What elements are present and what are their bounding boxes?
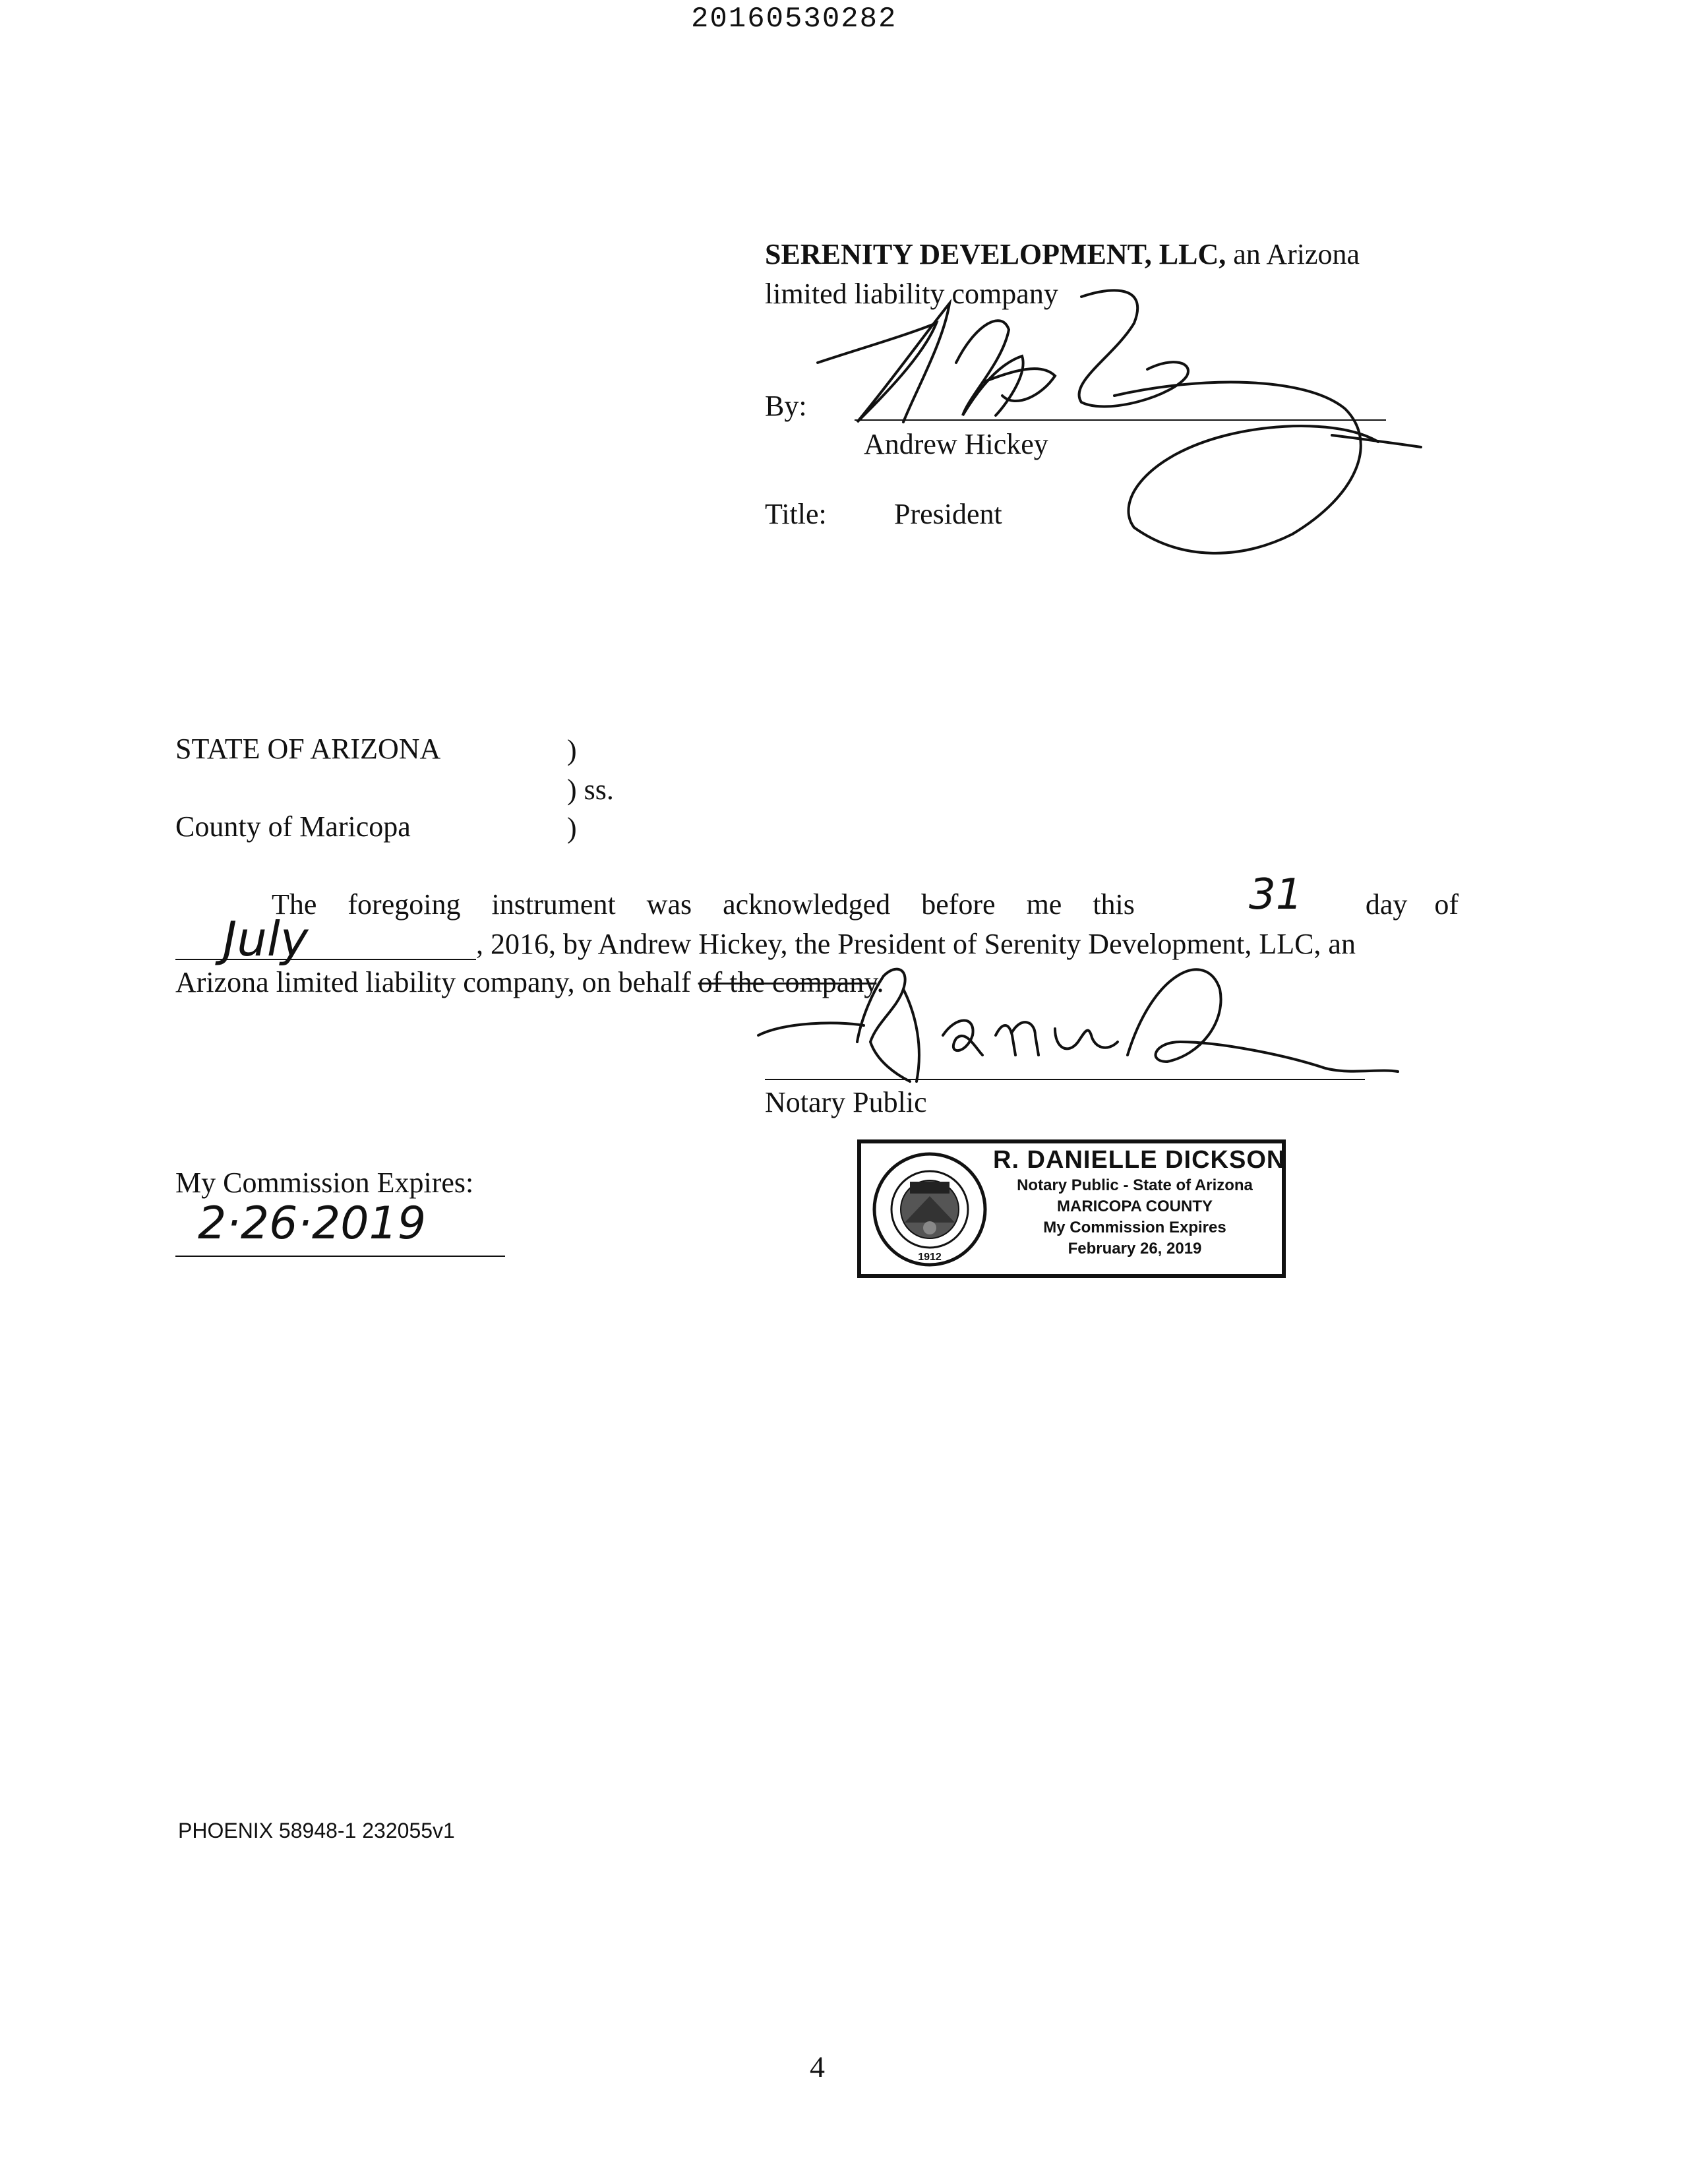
commission-handwritten-date: 2·26·2019 <box>198 1198 427 1250</box>
ack-line3-end: . <box>876 966 884 998</box>
company-line <box>765 236 1360 272</box>
ack-line1-end: day of <box>1365 888 1459 921</box>
stamp-name: R. DANIELLE DICKSON <box>993 1146 1286 1174</box>
venue-state: STATE OF ARIZONA <box>175 733 441 765</box>
venue-paren-1: ) <box>567 734 577 766</box>
recording-number: 20160530282 <box>691 3 897 36</box>
footer-doc-id: PHOENIX 58948-1 232055v1 <box>178 1819 455 1842</box>
ack-handwritten-month: July <box>223 911 309 967</box>
commission-label: My Commission Expires: <box>175 1167 474 1199</box>
ack-line3-struck: of the company <box>698 966 877 998</box>
state-seal-icon <box>870 1150 989 1269</box>
by-label: By: <box>765 390 807 422</box>
company-desc-2: limited liability company <box>765 278 1058 310</box>
ack-line1-start: The foregoing instrument was acknowledged before me this <box>272 888 1135 921</box>
signer-name: Andrew Hickey <box>864 428 1048 460</box>
title-value: President <box>894 498 1002 530</box>
page-number: 4 <box>810 2050 825 2084</box>
stamp-line-2: MARICOPA COUNTY <box>1057 1198 1213 1215</box>
ack-line3-start: Arizona limited liability company, on behalf <box>175 966 698 998</box>
ack-handwritten-day: 31 <box>1249 870 1303 919</box>
venue-ss: ) ss. <box>567 774 614 806</box>
company-desc-1: an Arizona <box>1226 238 1360 270</box>
notary-label: Notary Public <box>765 1086 927 1118</box>
company-name: SERENITY DEVELOPMENT, LLC, <box>765 238 1226 270</box>
ack-line2-rest: , 2016, by Andrew Hickey, the President of Serenity Development, LLC, an <box>476 928 1356 960</box>
title-label: Title: <box>765 498 827 530</box>
ack-month-line <box>175 959 476 960</box>
commission-date-line <box>175 1256 505 1257</box>
venue-paren-2: ) <box>567 812 577 844</box>
notary-stamp <box>857 1139 1286 1278</box>
stamp-line-3: My Commission Expires <box>1043 1219 1226 1236</box>
notary-signature-line <box>765 1079 1365 1080</box>
stamp-line-4: February 26, 2019 <box>1068 1240 1202 1258</box>
signer-signature <box>804 284 1431 567</box>
venue-county: County of Maricopa <box>175 810 411 843</box>
stamp-line-1: Notary Public - State of Arizona <box>1017 1176 1253 1194</box>
seal-year: 1912 <box>918 1252 942 1263</box>
